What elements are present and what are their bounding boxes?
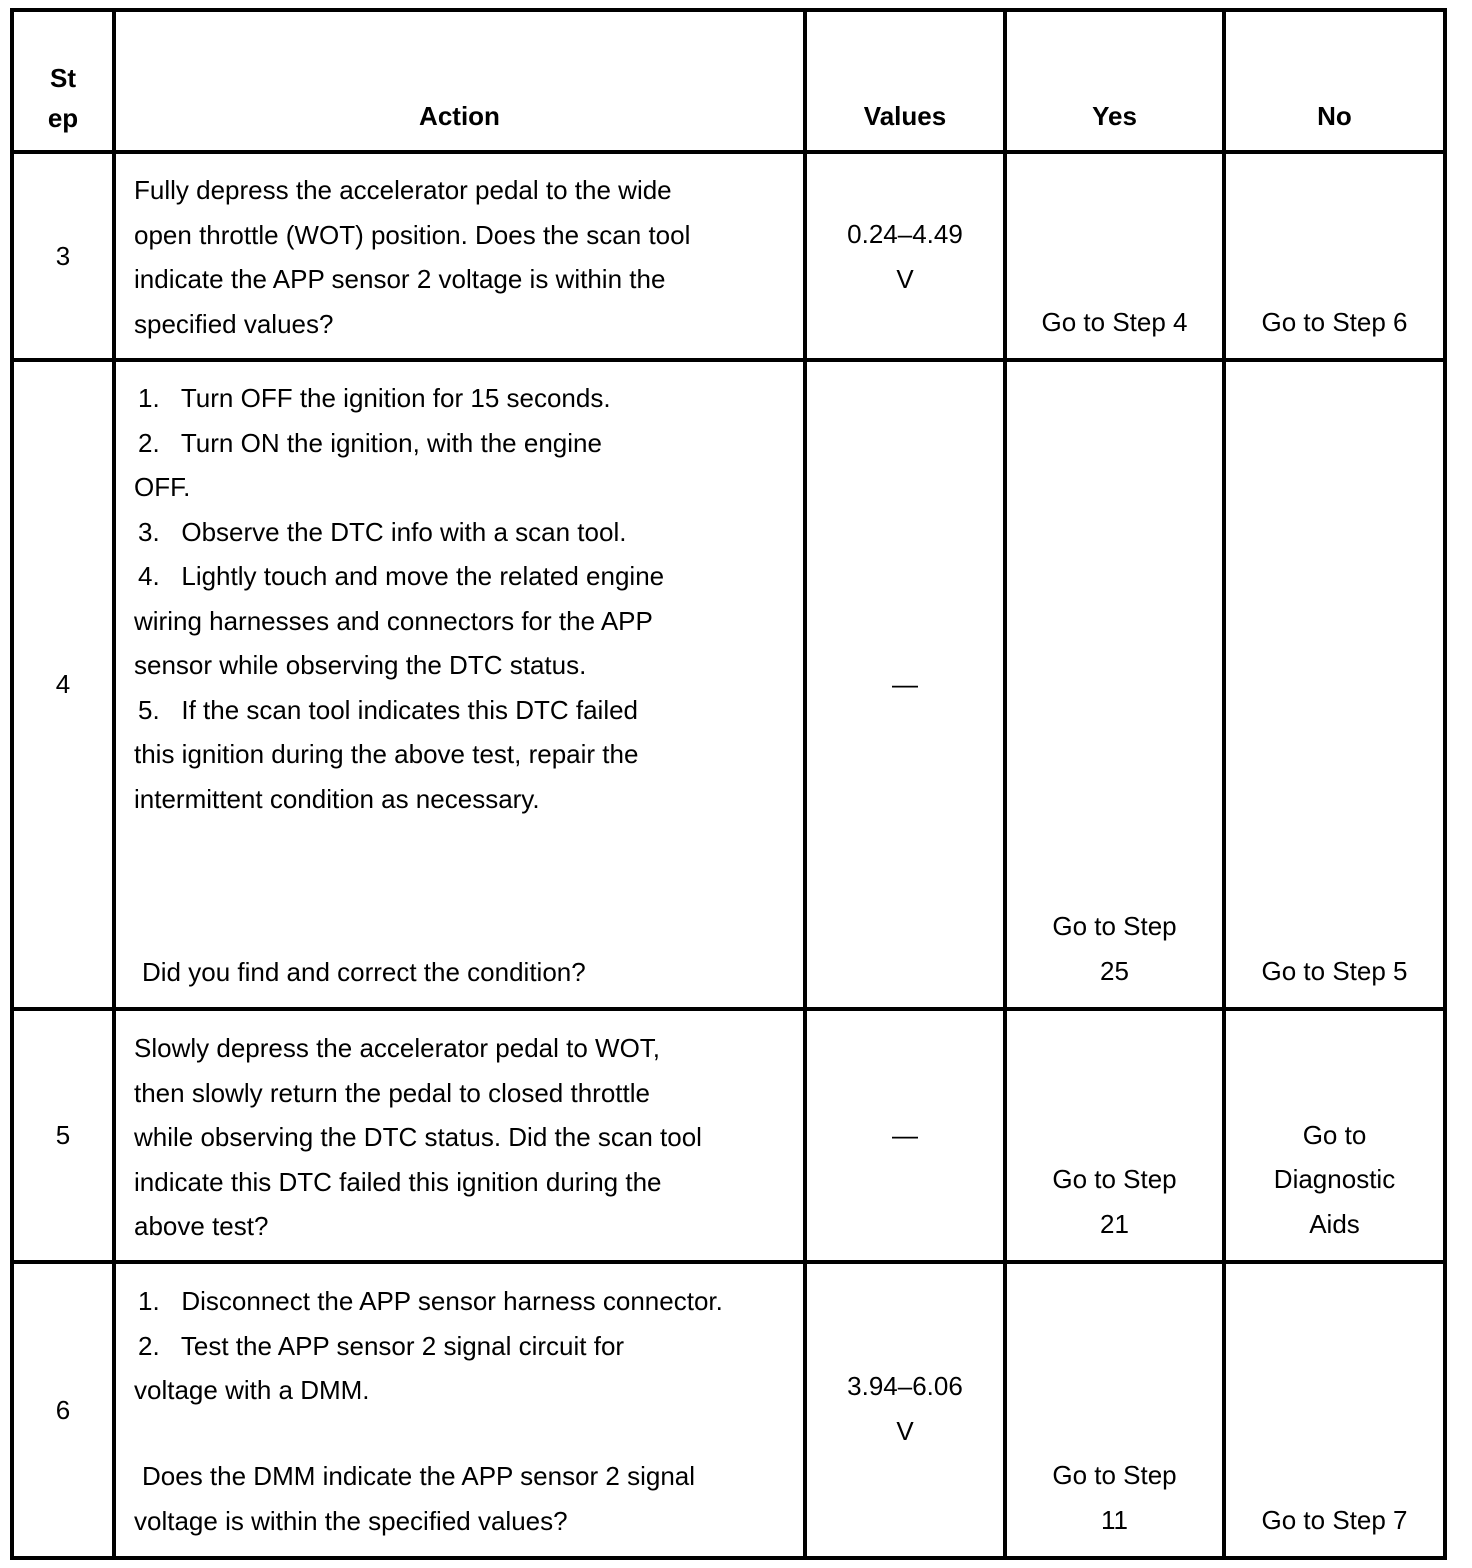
no-link[interactable]: Go to Step 5 bbox=[1261, 955, 1408, 986]
step-number bbox=[14, 1264, 112, 1556]
no-link-target[interactable]: Diagnostic bbox=[1273, 1164, 1396, 1194]
yes-link-step[interactable]: 11 bbox=[1101, 1504, 1128, 1535]
header-step-line1: St bbox=[50, 63, 76, 93]
value-unit: V bbox=[896, 1415, 914, 1446]
yes-link-step[interactable]: 25 bbox=[1100, 955, 1129, 986]
value-line: 0.24–4.49 bbox=[847, 219, 963, 249]
action-line: Slowly depress the accelerator pedal to WOT, bbox=[134, 1033, 661, 1063]
header-step bbox=[14, 12, 112, 150]
value-line: 3.94–6.06 bbox=[847, 1371, 963, 1401]
step-number bbox=[14, 362, 112, 1007]
header-step-line2: ep bbox=[47, 103, 79, 133]
action-line: while observing the DTC status. Did the scan tool bbox=[134, 1122, 702, 1152]
yes-cell bbox=[1007, 362, 1222, 1007]
table-border-bottom bbox=[10, 1556, 1447, 1560]
question-line: voltage is within the specified values? bbox=[134, 1505, 568, 1536]
question-line: Does the DMM indicate the APP sensor 2 signal bbox=[142, 1461, 696, 1491]
action-cell bbox=[116, 1279, 803, 1413]
no-link[interactable]: Go to Step 6 bbox=[1261, 306, 1408, 337]
step-number-text: 5 bbox=[55, 1120, 71, 1151]
step-number bbox=[14, 1011, 112, 1260]
step-number-text: 3 bbox=[55, 240, 71, 271]
no-link-target[interactable]: Aids bbox=[1309, 1208, 1360, 1239]
header-no bbox=[1226, 12, 1443, 150]
header-yes bbox=[1007, 12, 1222, 150]
action-line: above test? bbox=[134, 1211, 269, 1241]
action-line: voltage with a DMM. bbox=[134, 1375, 370, 1405]
action-line: then slowly return the pedal to closed throttle bbox=[134, 1077, 650, 1108]
action-cell bbox=[116, 168, 803, 358]
no-cell bbox=[1226, 154, 1443, 358]
diagnostic-table bbox=[10, 8, 1447, 1560]
action-line: intermittent condition as necessary. bbox=[134, 783, 540, 814]
yes-cell bbox=[1007, 154, 1222, 358]
action-list-item: 2. Turn ON the ignition, with the engine bbox=[138, 427, 602, 458]
header-values-label: Values bbox=[863, 100, 947, 131]
yes-link[interactable]: Go to Step bbox=[1052, 911, 1177, 941]
action-line: OFF. bbox=[134, 472, 191, 502]
header-action-label: Action bbox=[419, 100, 500, 131]
header-no-label: No bbox=[1317, 100, 1352, 131]
action-line: this ignition during the above test, repair the bbox=[134, 739, 639, 769]
step-number bbox=[14, 154, 112, 358]
action-cell bbox=[116, 376, 803, 1007]
action-cell bbox=[116, 1026, 803, 1260]
action-list-item: 4. Lightly touch and move the related engine bbox=[138, 561, 665, 591]
value-cell bbox=[807, 362, 1003, 1007]
action-question bbox=[116, 1454, 803, 1543]
value-cell bbox=[807, 1011, 1003, 1260]
action-line: sensor while observing the DTC status. bbox=[134, 650, 587, 680]
yes-cell bbox=[1007, 1011, 1222, 1260]
action-line: open throttle (WOT) position. Does the scan tool bbox=[134, 219, 691, 250]
action-line: wiring harnesses and connectors for the APP bbox=[134, 605, 653, 636]
step-number-text: 4 bbox=[55, 669, 71, 700]
value-unit: V bbox=[896, 263, 914, 294]
yes-link[interactable]: Go to Step bbox=[1052, 1164, 1177, 1194]
action-line: specified values? bbox=[134, 308, 334, 339]
value-dash: — bbox=[892, 1120, 918, 1151]
action-list-item: 2. Test the APP sensor 2 signal circuit for bbox=[138, 1330, 625, 1361]
action-list-item: 1. Turn OFF the ignition for 15 seconds. bbox=[138, 383, 611, 413]
value-cell bbox=[807, 1364, 1003, 1453]
no-link[interactable]: Go to Step 7 bbox=[1261, 1504, 1408, 1535]
value-dash: — bbox=[892, 669, 918, 700]
table-border-right bbox=[1443, 8, 1447, 1560]
action-line: Fully depress the accelerator pedal to the wide bbox=[134, 175, 672, 205]
header-yes-label: Yes bbox=[1092, 100, 1137, 131]
action-question bbox=[116, 950, 803, 995]
step-number-text: 6 bbox=[55, 1394, 71, 1425]
header-action bbox=[116, 12, 803, 150]
yes-link[interactable]: Go to Step bbox=[1052, 1460, 1177, 1490]
no-link[interactable]: Go to bbox=[1302, 1119, 1367, 1150]
yes-link[interactable]: Go to Step 4 bbox=[1041, 306, 1188, 337]
action-line: indicate this DTC failed this ignition during the bbox=[134, 1166, 662, 1197]
no-cell bbox=[1226, 1011, 1443, 1260]
action-list-item: 1. Disconnect the APP sensor harness connector. bbox=[138, 1286, 723, 1316]
value-cell bbox=[807, 212, 1003, 301]
yes-link-step[interactable]: 21 bbox=[1100, 1208, 1129, 1239]
action-list-item: 3. Observe the DTC info with a scan tool. bbox=[138, 516, 627, 547]
header-values bbox=[807, 12, 1003, 150]
action-line: indicate the APP sensor 2 voltage is within the bbox=[134, 264, 666, 294]
no-cell bbox=[1226, 1264, 1443, 1556]
action-list-item: 5. If the scan tool indicates this DTC failed bbox=[138, 694, 639, 725]
no-cell bbox=[1226, 362, 1443, 1007]
question-line: Did you find and correct the condition? bbox=[142, 957, 586, 987]
yes-cell bbox=[1007, 1264, 1222, 1556]
